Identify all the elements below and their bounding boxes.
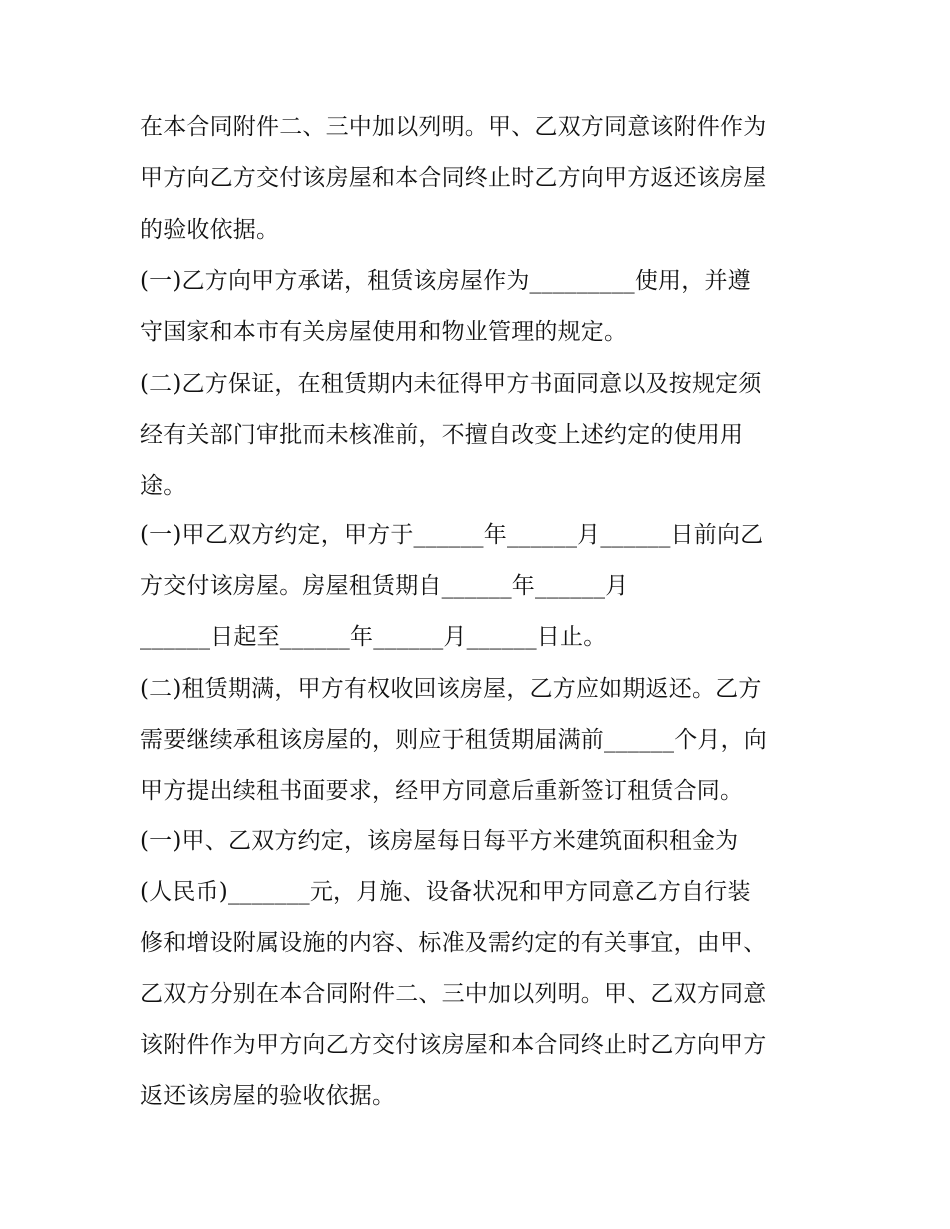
- text-line: (一)甲、乙双方约定，该房屋每日每平方米建筑面积租金为: [140, 828, 739, 854]
- text-line: 修和增设附属设施的内容、标准及需约定的有关事宜，由甲、: [140, 930, 767, 956]
- text-line: 该附件作为甲方向乙方交付该房屋和本合同终止时乙方向甲方: [140, 1032, 767, 1058]
- text-line: 的验收依据。: [140, 217, 280, 243]
- text-line: 途。: [140, 473, 187, 499]
- text-line: (二)租赁期满，甲方有权收回该房屋，乙方应如期返还。乙方: [140, 676, 762, 702]
- text-line: (二)乙方保证，在租赁期内未征得甲方书面同意以及按规定须: [140, 371, 762, 397]
- text-line: 经有关部门审批而未核准前，不擅自改变上述约定的使用用: [140, 422, 744, 448]
- text-line: 方交付该房屋。房屋租赁期自______年______月: [140, 573, 629, 599]
- text-line: (一)甲乙双方约定，甲方于______年______月______日前向乙: [140, 522, 764, 548]
- text-line: 需要继续承租该房屋的，则应于租赁期届满前______个月，向: [140, 727, 767, 753]
- text-line: 返还该房屋的验收依据。: [140, 1083, 396, 1109]
- text-line: (人民币)_______元，月施、设备状况和甲方同意乙方自行装: [140, 879, 751, 905]
- text-line: 甲方提出续租书面要求，经甲方同意后重新签订租赁合同。: [140, 778, 744, 804]
- text-line: ______日起至______年______月______日止。: [140, 624, 607, 650]
- text-line: (一)乙方向甲方承诺，租赁该房屋作为_________使用，并遵: [140, 268, 751, 294]
- text-line: 守国家和本市有关房屋使用和物业管理的规定。: [140, 319, 628, 345]
- text-line: 甲方向乙方交付该房屋和本合同终止时乙方向甲方返还该房屋: [140, 165, 767, 191]
- text-line: 在本合同附件二、三中加以列明。甲、乙双方同意该附件作为: [140, 114, 767, 140]
- text-line: 乙双方分别在本合同附件二、三中加以列明。甲、乙双方同意: [140, 981, 767, 1007]
